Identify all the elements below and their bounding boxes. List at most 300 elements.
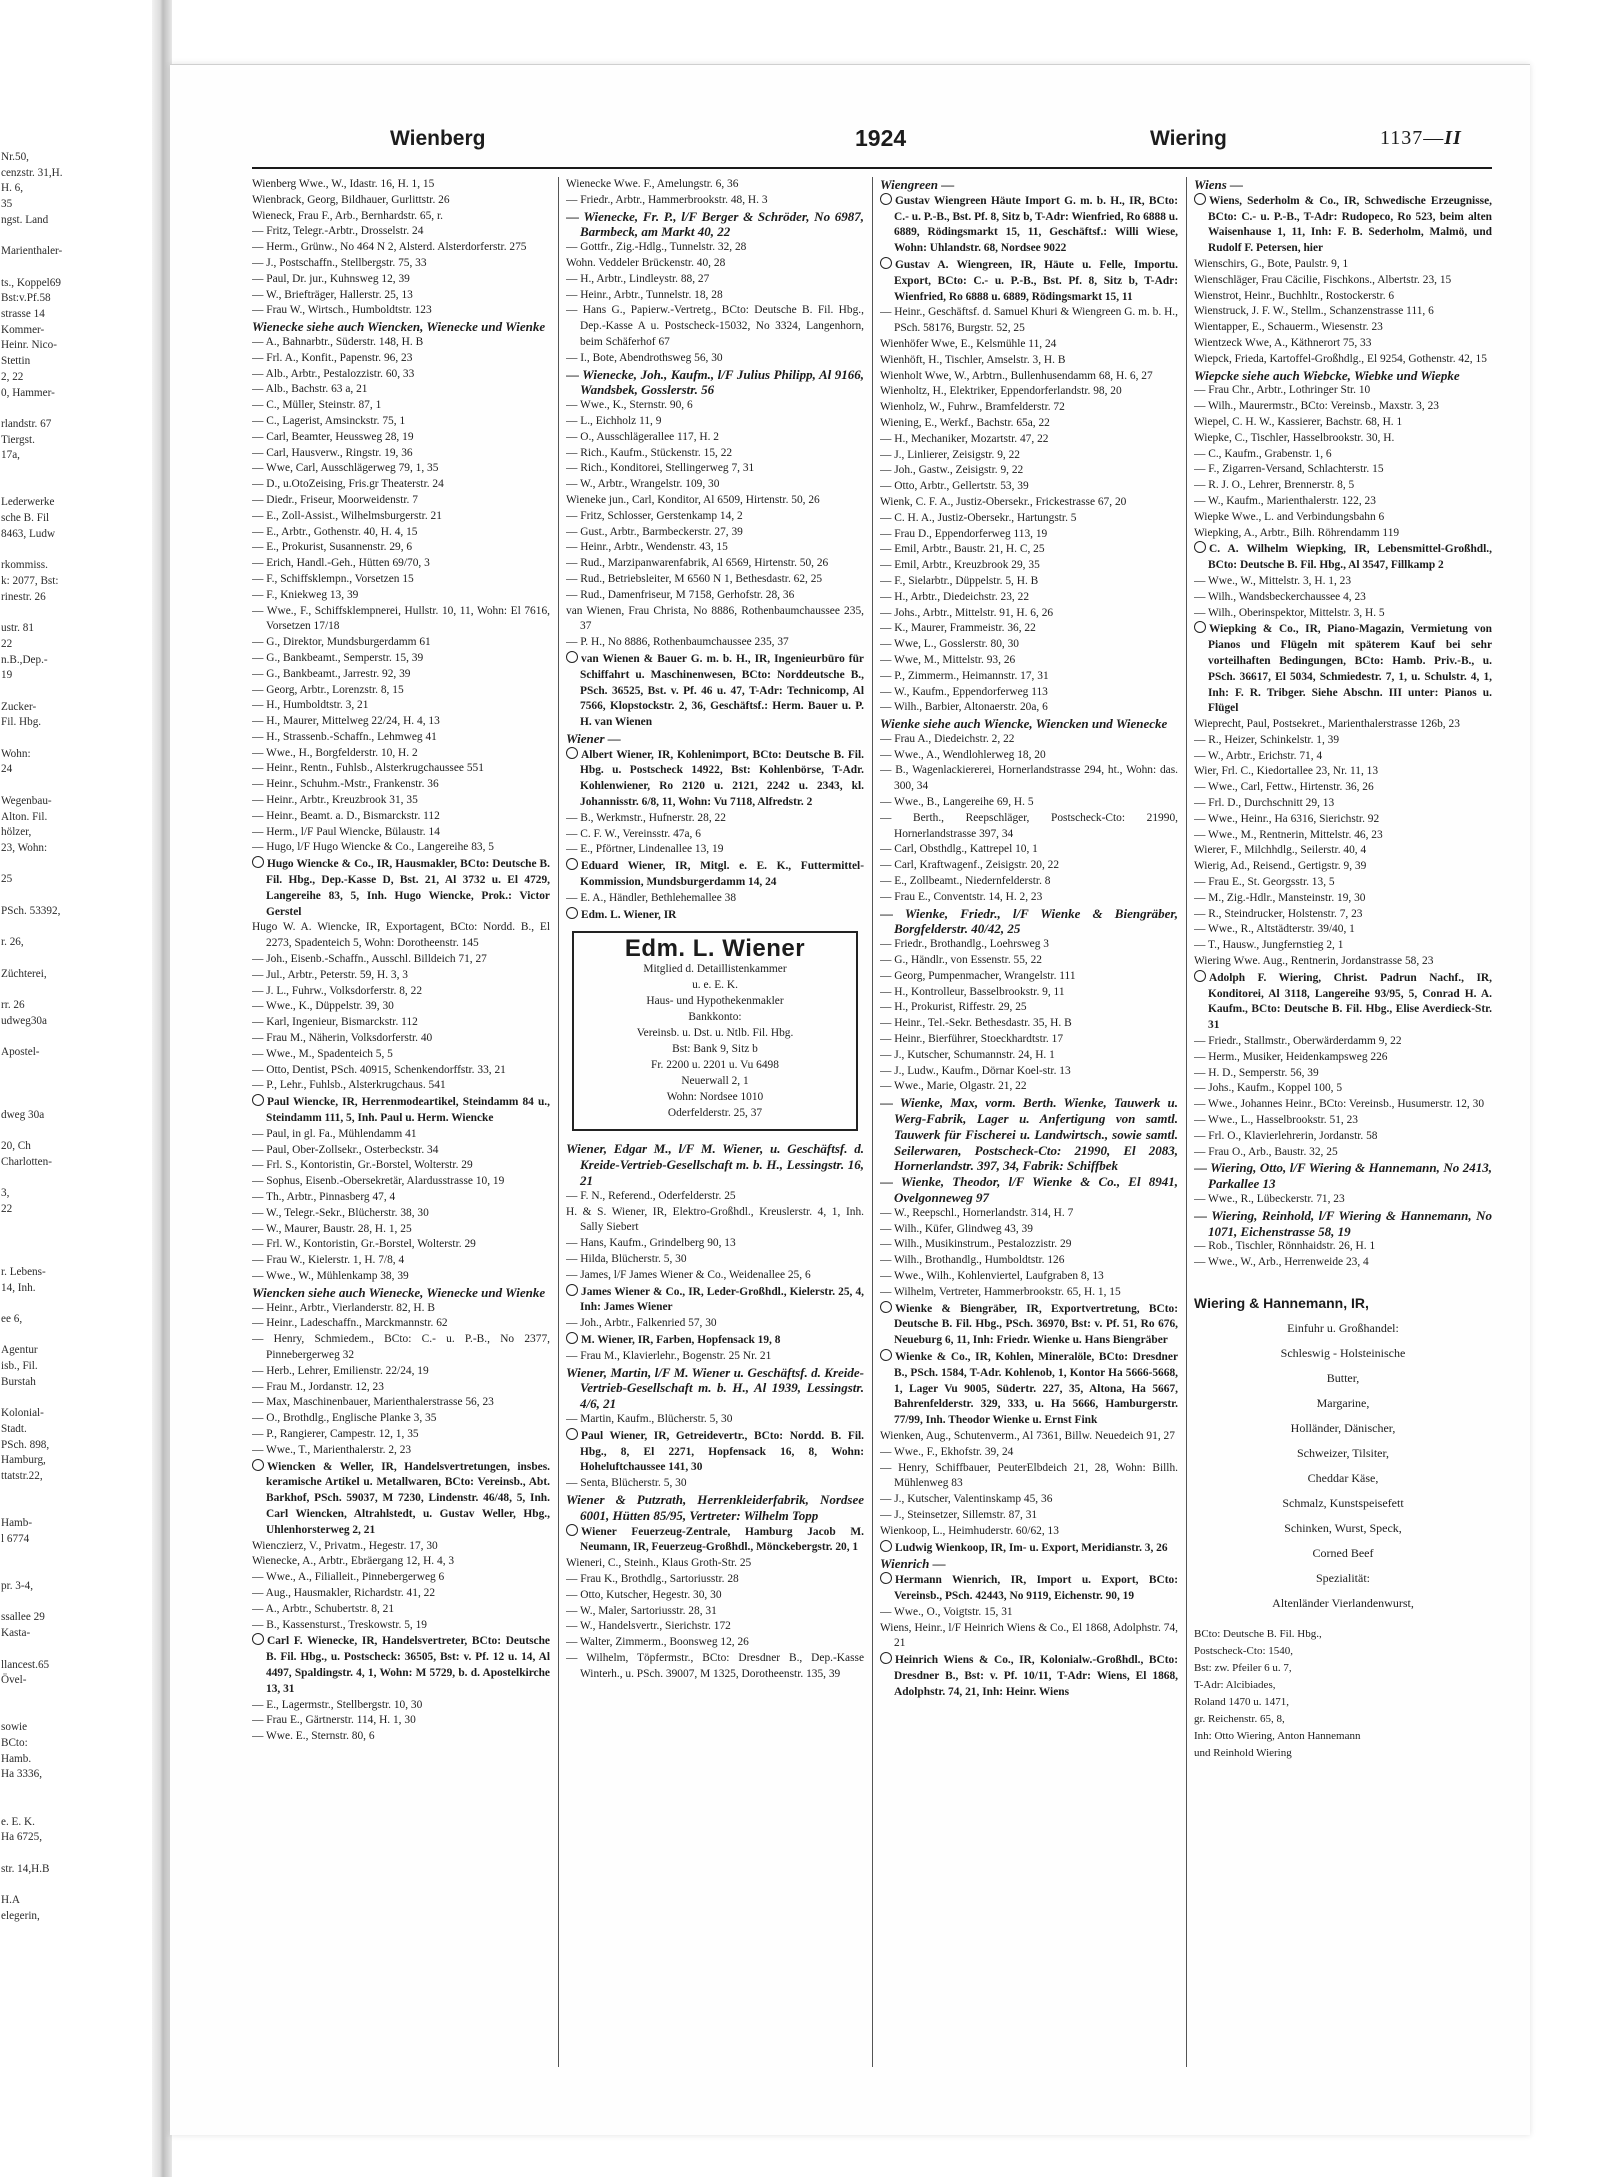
- entry-text: — R., Heizer, Schinkelstr. 1, 39: [1194, 733, 1340, 746]
- facing-page-line: [0, 605, 150, 621]
- entry-text: Hugo W. A. Wiencke, IR, Exportagent, BCto: Nordd. B., El 2273, Spadenteich 5, Wohn: Dorotheenstr. 145: [252, 921, 550, 950]
- entry-text: — R., Steindrucker, Holstenstr. 7, 23: [1194, 907, 1363, 920]
- ad-line: Schweizer, Tilsiter,: [1296, 1445, 1390, 1460]
- entry-text: — Wwe., F., Schiffsklempnerei, Hullstr. 10, 11, Wohn: El 7616, Vorsetzen 17/18: [252, 604, 550, 633]
- directory-entry: [566, 240, 864, 256]
- entry-text: — Wienke, Max, vorm. Berth. Wienke, Tauwerk u. Werg-Fabrik, Lager u. Anfertigung von samtl. Tauwerk für Fischerei u. Landwirtsch., sowie samtl. Seilerwaren, Postscheck-Cto: 21990, El 2083, Hornerlandstr. 397, 34, Fabrik: Schiffbek: [880, 1095, 1178, 1174]
- ad-line: Oderfelderstr. 25, 37: [667, 1107, 763, 1120]
- registered-firm-icon: [880, 1301, 892, 1313]
- entry-text: — Emil, Arbtr., Baustr. 21, H. C, 25: [880, 543, 1045, 556]
- directory-entry: [880, 1429, 1178, 1445]
- entry-text: — Heinr., Beamt. a. D., Bismarckstr. 112: [252, 809, 440, 822]
- entry-text: — Rud., Betriebsleiter, M 6560 N 1, Bethesdastr. 62, 25: [566, 572, 823, 585]
- directory-entry: [1194, 257, 1492, 273]
- entry-text: — Johs., Arbtr., Mittelstr. 91, H. 6, 26: [880, 606, 1054, 619]
- registered-firm-icon: [1194, 970, 1206, 982]
- entry-text: — Wwe., B., Langereihe 69, H. 5: [880, 796, 1034, 809]
- directory-entry: [566, 1412, 864, 1428]
- directory-entry: [252, 1222, 550, 1238]
- directory-entry: [880, 527, 1178, 543]
- entry-text: — Carl, Kraftwagenf., Zeisigstr. 20, 22: [880, 859, 1060, 872]
- registered-firm-icon: [880, 1572, 892, 1584]
- entry-text: — Joh., Eisenb.-Schaffn., Ausschl. Billdeich 71, 27: [252, 953, 487, 966]
- entry-text: — H., Humboldtstr. 3, 21: [252, 699, 369, 712]
- entry-text: Wienke & Biengräber, IR, Exportvertretung, BCto: Deutsche B. Fil. Hbg., PSch. 36970, Bst: v. Pf. 51, Ro 676, Neueburg 6, 11, Inh: Friedr. Wienke u. Hans Biengräber: [894, 1302, 1178, 1347]
- directory-entry: [252, 1301, 550, 1317]
- entry-text: — Rich., Konditorei, Stellingerweg 7, 31: [566, 462, 755, 475]
- directory-entry: [1194, 812, 1492, 828]
- directory-entry: [252, 1539, 550, 1555]
- facing-page-line: sche B. Fil: [1, 512, 50, 525]
- directory-entry: [252, 1285, 550, 1301]
- entry-text: — Wwe., Wilh., Kohlenviertel, Laufgraben 8, 13: [880, 1269, 1104, 1282]
- directory-entry: [1194, 510, 1492, 526]
- directory-entry: [252, 1269, 550, 1285]
- registered-firm-icon: [566, 858, 578, 870]
- directory-entry: [880, 716, 1178, 732]
- entry-text: Wiener & Putzrath, Herrenkleiderfabrik, Nordsee 6001, Hütten 85/95, Vertreter: Wilhelm Topp: [566, 1491, 864, 1523]
- directory-entry: [252, 1395, 550, 1411]
- entry-text: — Rob., Tischler, Rönnhaidstr. 26, H. 1: [1194, 1240, 1376, 1253]
- entry-text: — W., Briefträger, Hallerstr. 25, 13: [252, 288, 413, 301]
- directory-entry: [252, 461, 550, 477]
- entry-text: — Rud., Damenfriseur, M 7158, Gerhofstr. 28, 36: [566, 588, 795, 601]
- entry-text: — Alb., Arbtr., Pestalozzistr. 60, 33: [252, 367, 415, 380]
- facing-page-line: Ha 6725,: [1, 1831, 43, 1844]
- entry-text: — H., Arbtr., Diedeichstr. 23, 22: [880, 590, 1030, 603]
- directory-entry: [566, 351, 864, 367]
- entry-text: — Joh., Gastw., Zeisigstr. 9, 22: [880, 464, 1024, 477]
- registered-firm-icon: [566, 1524, 578, 1536]
- directory-page: [170, 64, 1530, 2135]
- directory-entry: [566, 398, 864, 414]
- entry-text: — Otto, Dentist, PSch. 40915, Schenkendorffstr. 33, 21: [252, 1063, 506, 1076]
- directory-entry: [1194, 1097, 1492, 1113]
- entry-text: — H., Strassenb.-Schaffn., Lehmweg 41: [252, 730, 437, 743]
- directory-entry: [1194, 1129, 1492, 1145]
- entry-text: — Wilhelm, Vertreter, Hammerbrookstr. 65, H. 1, 15: [880, 1285, 1121, 1298]
- column-divider: [558, 177, 559, 2067]
- directory-entry: [252, 1190, 550, 1206]
- entry-text: — W., Maurer, Baustr. 28, H. 1, 25: [252, 1222, 412, 1235]
- entry-text: — Alb., Bachstr. 63 a, 21: [252, 383, 368, 396]
- entry-text: — E., Zollbeamt., Niedernfelderstr. 8: [880, 875, 1051, 888]
- directory-entry: [566, 1316, 864, 1332]
- directory-entry: [566, 461, 864, 477]
- directory-entry: [566, 1332, 864, 1349]
- facing-page-line: [0, 229, 150, 245]
- entry-text: Wiepking, A., Arbtr., Bilh. Röhrendamm 119: [1194, 526, 1400, 539]
- entry-text: — Hans G., Papierw.-Vertretg., BCto: Deutsche B. Fil. Hbg., Dep.-Kasse A u. Postscheck-15032, No 3324, Langenhorn, beim Schäferhof 67: [566, 304, 864, 348]
- ad-line: Bst: Bank 9, Sitz b: [672, 1043, 758, 1056]
- entry-text: — Herb., Lehrer, Emilienstr. 22/24, 19: [252, 1364, 429, 1377]
- directory-entry: [566, 303, 864, 350]
- facing-page-line: Kolonial-: [1, 1407, 44, 1420]
- directory-entry: [566, 1205, 864, 1237]
- directory-entry: [252, 556, 550, 572]
- directory-entry: [566, 1588, 864, 1604]
- registered-firm-icon: [252, 1633, 264, 1645]
- registered-firm-icon: [252, 856, 264, 868]
- entry-text: Wiencken & Weller, IR, Handelsvertretungen, insbes. keramische Artikel u. Metallwaren, BCto: Vereinsb., Abt. Barkhof, PSch. 59037, M 7230, Lindenstr. 46/48, 5, Inh. Carl Wiencken, Altrahlstedt, u. Gustav Weller, Hbg., Uhlenhorsterweg 2, 21: [266, 1460, 550, 1536]
- entry-text: — Wienke, Friedr., l/F Wienke & Biengräber, Borgfelderstr. 40/42, 25: [880, 905, 1178, 937]
- directory-entry: [252, 793, 550, 809]
- entry-text: — W., Kaufm., Marienthalerstr. 122, 23: [1194, 494, 1376, 507]
- directory-entry: [566, 604, 864, 636]
- directory-entry: [252, 240, 550, 256]
- entry-text: Wierer, F., Milchhdlg., Seilerstr. 40, 4: [1194, 844, 1367, 857]
- entry-text: — Friedr., Stallmstr., Oberwärderdamm 9, 22: [1194, 1035, 1402, 1048]
- entry-text: — Paul, in gl. Fa., Mühlendamm 41: [252, 1127, 417, 1140]
- directory-entry: [1194, 526, 1492, 542]
- entry-text: — Hans, Kaufm., Grindelberg 90, 13: [566, 1237, 736, 1250]
- directory-entry: [1194, 843, 1492, 859]
- entry-text: James Wiener & Co., IR, Leder-Großhdl., Kielerstr. 25, 4, Inh: James Wiener: [580, 1285, 864, 1314]
- facing-page-line: [0, 1391, 150, 1407]
- facing-page-line: [0, 778, 150, 794]
- entry-text: — Th., Arbtr., Pinnasberg 47, 4: [252, 1191, 396, 1203]
- registered-firm-icon: [1194, 621, 1206, 633]
- entry-text: Wienk, C. F. A., Justiz-Obersekr., Frickestrasse 67, 20: [880, 495, 1127, 508]
- directory-entry: [880, 574, 1178, 590]
- directory-entry: [566, 651, 864, 731]
- entry-text: — H., Maurer, Mittelweg 22/24, H. 4, 13: [252, 715, 440, 728]
- directory-entry: [880, 463, 1178, 479]
- entry-text: Paul Wiener, IR, Getreidevertr., BCto: Nordd. B. Fil. Hbg., 8, El 2271, Hopfensack 16, 8, Wohn: Hoheluftchaussee 141, 30: [580, 1429, 864, 1474]
- ad-title: Wiering & Hannemann, IR,: [1194, 1294, 1369, 1311]
- directory-entry: [880, 1095, 1178, 1174]
- entry-text: — Frau W., Wirtsch., Humboldtstr. 123: [252, 304, 432, 317]
- directory-entry: [566, 811, 864, 827]
- facing-page-line: 2, 22: [1, 370, 24, 383]
- entry-text: Wiepcke siehe auch Wiebcke, Wiebke und Wiepke: [1194, 367, 1460, 383]
- facing-page-line: strasse 14: [1, 308, 45, 321]
- facing-page-line: Wegenbau-: [1, 794, 52, 807]
- directory-entry: [566, 1365, 864, 1412]
- entry-text: — Wwe., H., Borgfelderstr. 10, H. 2: [252, 746, 418, 759]
- ad-detail-line: T-Adr: Alcibiades,: [1194, 1678, 1276, 1691]
- directory-entry: [252, 588, 550, 604]
- facing-page-line: 14, Inh.: [1, 1281, 36, 1294]
- entry-text: — Fritz, Schlosser, Gerstenkamp 14, 2: [566, 509, 743, 522]
- directory-entry: [252, 303, 550, 319]
- directory-entry: [252, 1602, 550, 1618]
- entry-text: Wohn. Veddeler Brückenstr. 40, 28: [566, 256, 726, 269]
- entry-text: Wiening, E., Werkf., Bachstr. 65a, 22: [880, 416, 1050, 429]
- directory-entry: [880, 177, 1178, 193]
- directory-entry: [1194, 907, 1492, 923]
- directory-entry: [252, 856, 550, 920]
- directory-entry: [1194, 462, 1492, 478]
- directory-entry: [1194, 304, 1492, 320]
- entry-text: — Wwe., L., Hasselbrookstr. 51, 23: [1194, 1114, 1358, 1127]
- entry-text: — O., Ausschlägerallee 117, H. 2: [566, 430, 719, 443]
- directory-entry: [252, 1633, 550, 1697]
- entry-text: — H., Kontrolleur, Basselbrookstr. 9, 11: [880, 985, 1065, 998]
- registered-firm-icon: [880, 1540, 892, 1552]
- entry-text: Wiener, Martin, l/F M. Wiener u. Geschäftsf. d. Kreide-Vertrieb-Gesellschaft m. b. H., Al 1939, Lessingstr. 4/6, 21: [566, 1364, 864, 1412]
- entry-text: — Carl, Beamter, Heussweg 28, 19: [252, 430, 414, 443]
- entry-text: — W., Telegr.-Sekr., Blücherstr. 38, 30: [252, 1206, 429, 1219]
- ad-line: Mitglied d. Detaillistenkammer: [643, 963, 787, 976]
- entry-text: — H., Prokurist, Riffestr. 29, 25: [880, 1001, 1027, 1014]
- directory-entry: [566, 1651, 864, 1683]
- entry-text: — Wilh., Maurermstr., BCto: Vereinsb., Maxstr. 3, 23: [1194, 400, 1439, 413]
- facing-page-line: [0, 1328, 150, 1344]
- facing-page-line: [0, 684, 150, 700]
- directory-entry: [252, 209, 550, 225]
- directory-entry: [1194, 494, 1492, 510]
- header-year: 1924: [855, 125, 907, 151]
- directory-entry: [880, 1301, 1178, 1349]
- entry-text: Wienschirs, G., Bote, Paulstr. 9, 1: [1194, 257, 1349, 270]
- entry-text: — J., Ludw., Kaufm., Dörnar Koel-str. 13: [880, 1064, 1071, 1077]
- entry-text: — Carl, Hausverw., Ringstr. 19, 36: [252, 446, 413, 459]
- directory-entry: [252, 698, 550, 714]
- entry-text: — Wwe. E., Sternstr. 80, 6: [252, 1730, 375, 1743]
- directory-entry: [1194, 891, 1492, 907]
- directory-entry: [566, 493, 864, 509]
- directory-entry: [1194, 875, 1492, 891]
- facing-page-line: [0, 480, 150, 496]
- entry-text: Adolph F. Wiering, Christ. Padrun Nachf., IR, Konditorei, Al 3118, Langereihe 93/95, 5, Conrad H. A. Kaufm., BCto: Deutsche B. Fil. Hbg., Elise Averdieck-Str. 31: [1208, 971, 1492, 1032]
- ad-wiering-advertisement: [1194, 1291, 1492, 1762]
- entry-text: — Wilhelm, Töpfermstr., BCto: Dresdner B., Dep.-Kasse Winterh., u. PSch. 39007, M 1325, Dorotheenstr. 135, 39: [566, 1651, 864, 1680]
- entry-text: — W., Kaufm., Eppendorferweg 113: [880, 685, 1048, 698]
- directory-entry: [1194, 717, 1492, 733]
- entry-text: Wieprecht, Paul, Postsekret., Marienthalerstrasse 126b, 23: [1194, 718, 1460, 731]
- directory-entry: [1194, 415, 1492, 431]
- facing-page-line: Züchterei,: [1, 967, 47, 980]
- entry-text: — Wwe., K., Sternstr. 90, 6: [566, 399, 693, 412]
- entry-text: Wienberg Wwe., W., Idastr. 16, H. 1, 15: [252, 178, 435, 190]
- entry-text: Wienecke siehe auch Wiencken, Wienecke und Wienke: [252, 319, 546, 335]
- facing-page-line: [0, 1846, 150, 1862]
- entry-text: Wienke siehe auch Wiencke, Wiencken und Wienecke: [880, 716, 1168, 732]
- entry-text: — Max, Maschinenbauer, Marienthalerstrasse 56, 23: [252, 1396, 494, 1409]
- entry-text: — Friedr., Brothandlg., Loehrsweg 3: [880, 938, 1049, 951]
- entry-text: — Heinr., Tel.-Sekr. Bethesdastr. 35, H. B: [880, 1017, 1072, 1030]
- page-header: [250, 125, 1490, 159]
- directory-entry: [566, 1619, 864, 1635]
- directory-entry: [252, 288, 550, 304]
- directory-entry: [252, 825, 550, 841]
- directory-entry: [252, 714, 550, 730]
- directory-entry: [1194, 828, 1492, 844]
- column-2: [566, 177, 864, 2067]
- directory-entry: [566, 842, 864, 858]
- column-divider: [872, 177, 873, 2067]
- directory-entry: [1194, 273, 1492, 289]
- directory-entry: [880, 1222, 1178, 1238]
- directory-entry: [252, 1206, 550, 1222]
- entry-text: — E., Prokurist, Susannenstr. 29, 6: [252, 541, 413, 554]
- entry-text: — P., Lehr., Fuhlsb., Alsterkrugchaus. 541: [252, 1079, 446, 1092]
- entry-text: Wiens, Sederholm & Co., IR, Schwedische Erzeugnisse, BCto: C.- u. P.-B., T-Adr: Rudopeco, Ro 523, beim alten Waisenhause 1, 11, Inh: F. B. Sederholm, Malmö, und Rudolf F. Petersen, hier: [1208, 194, 1492, 255]
- facing-page-line: PSch. 898,: [1, 1438, 50, 1451]
- entry-text: — Wwe., F., Ekhofstr. 39, 24: [880, 1445, 1014, 1458]
- directory-entry: [252, 540, 550, 556]
- ad-line: Holländer, Dänischer,: [1290, 1420, 1396, 1435]
- facing-page-line: [0, 1249, 150, 1265]
- directory-entry: [880, 842, 1178, 858]
- registered-firm-icon: [566, 747, 578, 759]
- facing-page-line: [0, 1124, 150, 1140]
- ad-detail-line: BCto: Deutsche B. Fil. Hbg.,: [1194, 1627, 1322, 1640]
- directory-entry: [566, 731, 864, 747]
- directory-entry: [252, 414, 550, 430]
- page-number: 1137—II: [1380, 127, 1462, 149]
- entry-text: — Martin, Kaufm., Blücherstr. 5, 30: [566, 1413, 733, 1425]
- column-1: [252, 177, 550, 2067]
- entry-text: Wienecke Wwe. F., Amelungstr. 6, 36: [566, 178, 739, 190]
- directory-entry: [252, 1380, 550, 1396]
- entry-text: — W., Reepschl., Hornerlandstr. 314, H. 7: [880, 1206, 1074, 1219]
- directory-entry: [252, 1713, 550, 1729]
- directory-entry: [566, 1635, 864, 1651]
- entry-text: — Frau O., Arb., Baustr. 32, 25: [1194, 1145, 1338, 1158]
- directory-entry: [880, 685, 1178, 701]
- facing-page-line: Hamburg,: [1, 1454, 46, 1467]
- directory-entry: [566, 272, 864, 288]
- facing-page-line: Marienthaler-: [1, 245, 63, 258]
- entry-text: — Gust., Arbtr., Barmbeckerstr. 27, 39: [566, 525, 743, 538]
- directory-entry: [566, 1141, 864, 1188]
- entry-text: — Wwe., K., Düppelstr. 39, 30: [252, 1000, 394, 1013]
- directory-entry: [880, 337, 1178, 353]
- entry-text: — Heinr., Arbtr., Vierlanderstr. 82, H. B: [252, 1301, 435, 1314]
- entry-text: — Wilh., Brothandlg., Humboldtstr. 126: [880, 1254, 1065, 1267]
- directory-entry: [252, 224, 550, 240]
- facing-page-line: rinestr. 26: [1, 590, 46, 603]
- directory-entry: [252, 1127, 550, 1143]
- directory-entry: [1194, 1050, 1492, 1066]
- directory-entry: [566, 367, 864, 399]
- entry-text: — Frau A., Diedeichstr. 2, 22: [880, 732, 1015, 745]
- facing-page-line: [0, 1092, 150, 1108]
- facing-page-line: [0, 1234, 150, 1250]
- directory-entry: [880, 653, 1178, 669]
- entry-text: — F., Kniekweg 13, 39: [252, 588, 359, 601]
- directory-entry: [1194, 193, 1492, 257]
- registered-firm-icon: [880, 1349, 892, 1361]
- directory-entry: [1194, 606, 1492, 622]
- entry-text: — W., Maler, Sartoriusstr. 28, 31: [566, 1604, 717, 1617]
- entry-text: — P., Zimmerm., Heimannstr. 17, 31: [880, 669, 1049, 682]
- directory-entry: [880, 353, 1178, 369]
- directory-entry: [880, 1572, 1178, 1605]
- entry-text: — Paul, Ober-Zollsekr., Osterbeckstr. 34: [252, 1143, 439, 1156]
- directory-entry: [880, 1237, 1178, 1253]
- facing-page-line: dweg 30a: [1, 1108, 45, 1121]
- directory-entry: [880, 193, 1178, 257]
- entry-text: — Hugo, l/F Hugo Wiencke & Co., Langereihe 83, 5: [252, 841, 494, 854]
- entry-text: — Gottfr., Zig.-Hdlg., Tunnelstr. 32, 28: [566, 241, 747, 254]
- directory-entry: [1194, 749, 1492, 765]
- entry-text: Edm. L. Wiener, IR: [581, 908, 677, 921]
- entry-text: — Frl. A., Konfit., Papenstr. 96, 23: [252, 351, 413, 364]
- facing-page-line: 20, Ch: [1, 1140, 31, 1153]
- directory-entry: [566, 572, 864, 588]
- facing-page-line: Kommer-: [1, 323, 45, 336]
- entry-text: Wienke & Co., IR, Kohlen, Mineralöle, BCto: Dresdner B., PSch. 1584, T-Adr. Kohlenob, 1, Kontor Ha 5666-5668, 1, Lager Vu 9005, Südertr. 227, 35, Altona, Ha 5667, Bahrenfelderstr. 329, 333, u. Ha 5666, Hamburgerstr. 77/99, Inh. Theodor Wienke u. Ernst Fink: [894, 1350, 1178, 1427]
- facing-page-line: Zucker-: [1, 700, 37, 713]
- directory-entry: [566, 414, 864, 430]
- directory-entry: [252, 1411, 550, 1427]
- entry-text: Paul Wiencke, IR, Herrenmodeartikel, Steindamm 84 u., Steindamm 111, 5, Inh. Paul u. Herm. Wiencke: [266, 1096, 550, 1125]
- facing-page-line: cenzstr. 31,H.: [1, 166, 63, 179]
- entry-text: Wiengreen —: [880, 177, 955, 192]
- facing-page-line: Ha 3336,: [1, 1768, 43, 1781]
- directory-entry: [880, 369, 1178, 385]
- entry-text: — Wwe., T., Marienthalerstr. 2, 23: [252, 1443, 412, 1456]
- entry-text: — Herm., l/F Paul Wiencke, Bülaustr. 14: [252, 825, 440, 838]
- entry-text: — D., u.OtoZeising, Fris.gr Theaterstr. 24: [252, 478, 444, 491]
- directory-entry: [252, 1554, 550, 1570]
- entry-text: — Henry, Schmiedem., BCto: C.- u. P.-B., No 2377, Pinnebergerweg 32: [252, 1333, 550, 1361]
- entry-text: — Frau E., Conventstr. 14, H. 2, 23: [880, 890, 1043, 903]
- entry-text: — R. J. O., Lehrer, Brennerstr. 8, 5: [1194, 479, 1355, 492]
- directory-entry: [252, 1618, 550, 1634]
- entry-text: — Jul., Arbtr., Peterstr. 59, H. 3, 3: [252, 968, 408, 981]
- directory-entry: [1194, 970, 1492, 1034]
- directory-entry: [252, 335, 550, 351]
- entry-text: — F., Schiffsklempn., Vorsetzen 15: [252, 572, 414, 585]
- entry-text: — Frl. W., Kontoristin, Gr.-Borstel, Wolterstr. 29: [252, 1238, 476, 1251]
- entry-text: C. A. Wilhelm Wiepking, IR, Lebensmittel-Großhdl., BCto: Deutsche B. Fil. Hbg., Al 3547, Fillkamp 2: [1208, 543, 1492, 572]
- directory-entry: [880, 858, 1178, 874]
- ad-line: Wohn: Nordsee 1010: [666, 1091, 764, 1104]
- directory-entry: [566, 477, 864, 493]
- facing-page-line: [0, 1642, 150, 1658]
- directory-entry: [880, 495, 1178, 511]
- entry-text: — Wwe., M., Rentnerin, Mittelstr. 46, 23: [1194, 828, 1383, 841]
- directory-entry: [1194, 352, 1492, 368]
- directory-entry: [252, 920, 550, 952]
- facing-page-line: [0, 1500, 150, 1516]
- entry-text: Wierig, Ad., Reisend., Gertigstr. 9, 39: [1194, 860, 1367, 873]
- ad-line: Einfuhr u. Großhandel:: [1287, 1320, 1399, 1335]
- entry-text: — J., Steinsetzer, Sillemstr. 87, 31: [880, 1508, 1038, 1521]
- directory-entry: [880, 590, 1178, 606]
- header-rule: [252, 167, 1492, 169]
- facing-page-line: [0, 857, 150, 873]
- directory-entry: [880, 874, 1178, 890]
- facing-page-line: r. 26,: [1, 936, 24, 949]
- ad-line: Schleswig - Holsteinische: [1280, 1345, 1406, 1360]
- directory-entry: [252, 683, 550, 699]
- entry-text: Wiens —: [1194, 177, 1243, 192]
- directory-entry: [566, 1284, 864, 1317]
- registered-firm-icon: [566, 1428, 578, 1440]
- directory-entry: [1194, 764, 1492, 780]
- entry-text: — C., Müller, Steinstr. 87, 1: [252, 399, 382, 412]
- entry-text: — Frau M., Jordanstr. 12, 23: [252, 1380, 384, 1393]
- facing-page-line: Lederwerke: [1, 496, 55, 509]
- directory-entry: [880, 1652, 1178, 1700]
- directory-entry: [1194, 1255, 1492, 1271]
- facing-page-line: [0, 401, 150, 417]
- directory-entry: [252, 193, 550, 209]
- entry-text: — G., Bankbeamt., Jarrestr. 92, 39: [252, 667, 411, 680]
- entry-text: — Wiering, Otto, l/F Wiering & Hannemann, No 2413, Parkallee 13: [1194, 1160, 1492, 1192]
- directory-entry: [1194, 336, 1492, 352]
- entry-text: — Rich., Kaufm., Stückenstr. 15, 22: [566, 446, 733, 459]
- directory-entry: [880, 1253, 1178, 1269]
- entry-text: — P. H., No 8886, Rothenbaumchaussee 235, 37: [566, 636, 789, 649]
- entry-text: Wienholtz, H., Elektriker, Eppendorferlandstr. 98, 20: [880, 385, 1122, 398]
- ad-line: Fr. 2200 u. 2201 u. Vu 6498: [651, 1059, 779, 1072]
